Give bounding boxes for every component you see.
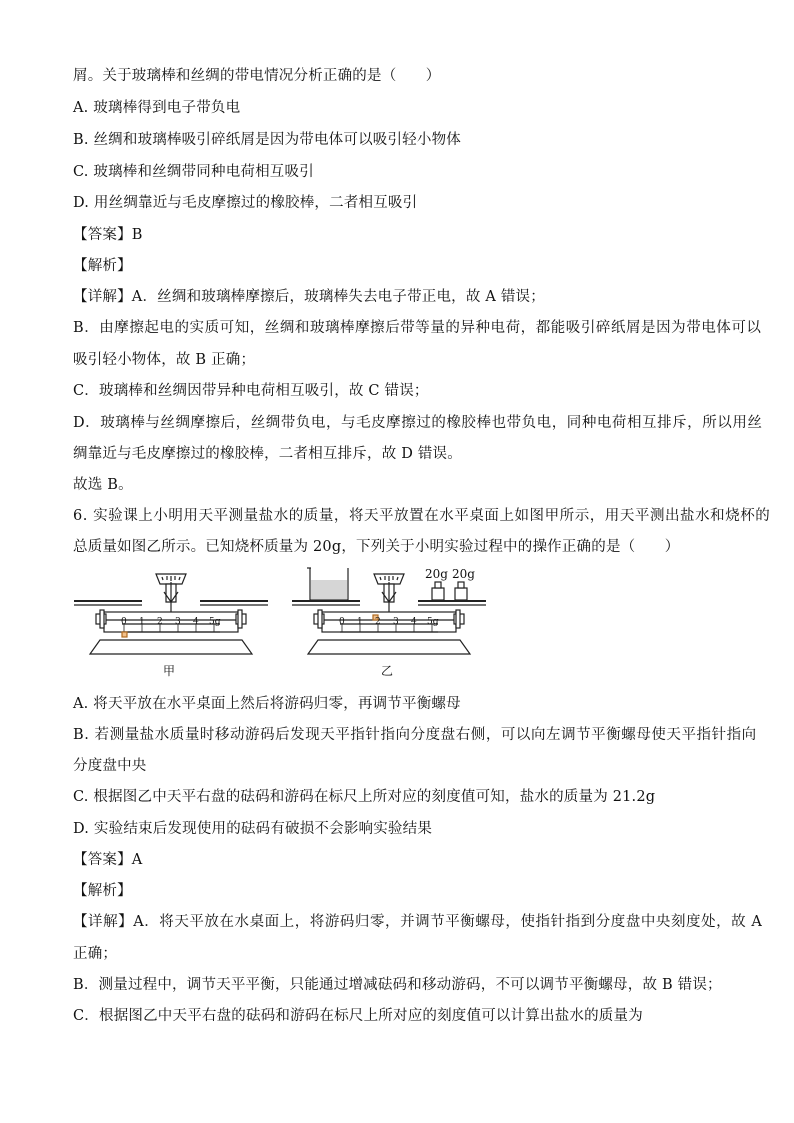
scale-tick-left-4: 4 <box>193 617 199 627</box>
q6-detail-line-3: B．测量过程中，调节天平平衡，只能通过增减砝码和移动游码，不可以调节平衡螺母，故 B 错误； <box>73 977 722 993</box>
scale-tick-left-0: 0 <box>121 617 127 627</box>
balance-figure <box>70 562 490 682</box>
q5-option-a: A. 玻璃棒得到电子带负电 <box>73 100 241 116</box>
q5-answer: 【答案】B <box>73 227 143 243</box>
scale-tick-left-2: 2 <box>157 617 163 627</box>
weight-label-1: 20g <box>425 567 448 581</box>
q5-detail-line-6: 绸靠近与毛皮摩擦过的橡胶棒，二者相互排斥，故 D 错误。 <box>73 446 462 462</box>
q6-option-a: A. 将天平放在水平桌面上然后将游码归零，再调节平衡螺母 <box>73 696 461 712</box>
q5-detail-line-2: B．由摩擦起电的实质可知，丝绸和玻璃棒摩擦后带等量的异种电荷，都能吸引碎纸屑是因为带电体可以 <box>73 320 762 336</box>
q6-stem-line-1: 6. 实验课上小明用天平测量盐水的质量，将天平放置在水平桌面上如图甲所示，用天平测出盐水和烧杯的 <box>73 508 771 524</box>
scale-tick-right-0: 0 <box>339 617 345 627</box>
scale-tick-right-2: 2 <box>375 617 381 627</box>
q5-option-b: B. 丝绸和玻璃棒吸引碎纸屑是因为带电体可以吸引轻小物体 <box>73 132 461 148</box>
q5-conclusion: 故选 B。 <box>73 477 133 493</box>
scale-tick-left-3: 3 <box>175 617 181 627</box>
weight-label-2: 20g <box>452 567 475 581</box>
scale-tick-right-1: 1 <box>357 617 363 627</box>
q6-detail-line-4: C．根据图乙中天平右盘的砝码和游码在标尺上所对应的刻度值可以计算出盐水的质量为 <box>73 1008 643 1024</box>
figure-label-right: 乙 <box>381 664 394 678</box>
scale-tick-right-4: 4 <box>411 617 417 627</box>
scale-tick-left-1: 1 <box>139 617 145 627</box>
q5-stem-tail: 屑。关于玻璃棒和丝绸的带电情况分析正确的是（ ） <box>73 68 441 84</box>
figure-label-left: 甲 <box>163 664 176 678</box>
q6-detail-line-2: 正确； <box>73 946 118 962</box>
q6-detail-line-1: 【详解】A．将天平放在水桌面上，将游码归零，并调节平衡螺母，使指针指到分度盘中央刻度处，故 A <box>73 914 763 930</box>
q5-analysis-label: 【解析】 <box>73 258 132 274</box>
q5-detail-line-1: 【详解】A．丝绸和玻璃棒摩擦后，玻璃棒失去电子带正电，故 A 错误； <box>73 289 545 305</box>
q5-detail-line-3: 吸引轻小物体，故 B 正确； <box>73 352 256 368</box>
q6-option-d: D. 实验结束后发现使用的砝码有破损不会影响实验结果 <box>73 821 433 837</box>
scale-tick-right-3: 3 <box>393 617 399 627</box>
q6-answer: 【答案】A <box>73 852 143 868</box>
balance-left <box>74 574 268 654</box>
q6-analysis-label: 【解析】 <box>73 883 132 899</box>
q5-detail-line-4: C．玻璃棒和丝绸因带异种电荷相互吸引，故 C 错误； <box>73 383 429 399</box>
scale-tick-left-5: 5g <box>209 617 221 627</box>
q5-option-d: D. 用丝绸靠近与毛皮摩擦过的橡胶棒，二者相互吸引 <box>73 195 418 211</box>
q6-option-b-cont: 分度盘中央 <box>73 758 147 774</box>
q6-stem-line-2: 总质量如图乙所示。已知烧杯质量为 20g，下列关于小明实验过程中的操作正确的是（ ） <box>73 539 680 555</box>
scale-tick-right-5: 5g <box>427 617 439 627</box>
q5-detail-line-5: D．玻璃棒与丝绸摩擦后，丝绸带负电，与毛皮摩擦过的橡胶棒也带负电，同种电荷相互排斥，所以用丝 <box>73 415 763 431</box>
q6-option-b: B. 若测量盐水质量时移动游码后发现天平指针指向分度盘右侧，可以向左调节平衡螺母使天平指针指向 <box>73 727 757 743</box>
q5-option-c: C. 玻璃棒和丝绸带同种电荷相互吸引 <box>73 164 314 180</box>
q6-option-c: C. 根据图乙中天平右盘的砝码和游码在标尺上所对应的刻度值可知，盐水的质量为 21.2g <box>73 789 656 805</box>
